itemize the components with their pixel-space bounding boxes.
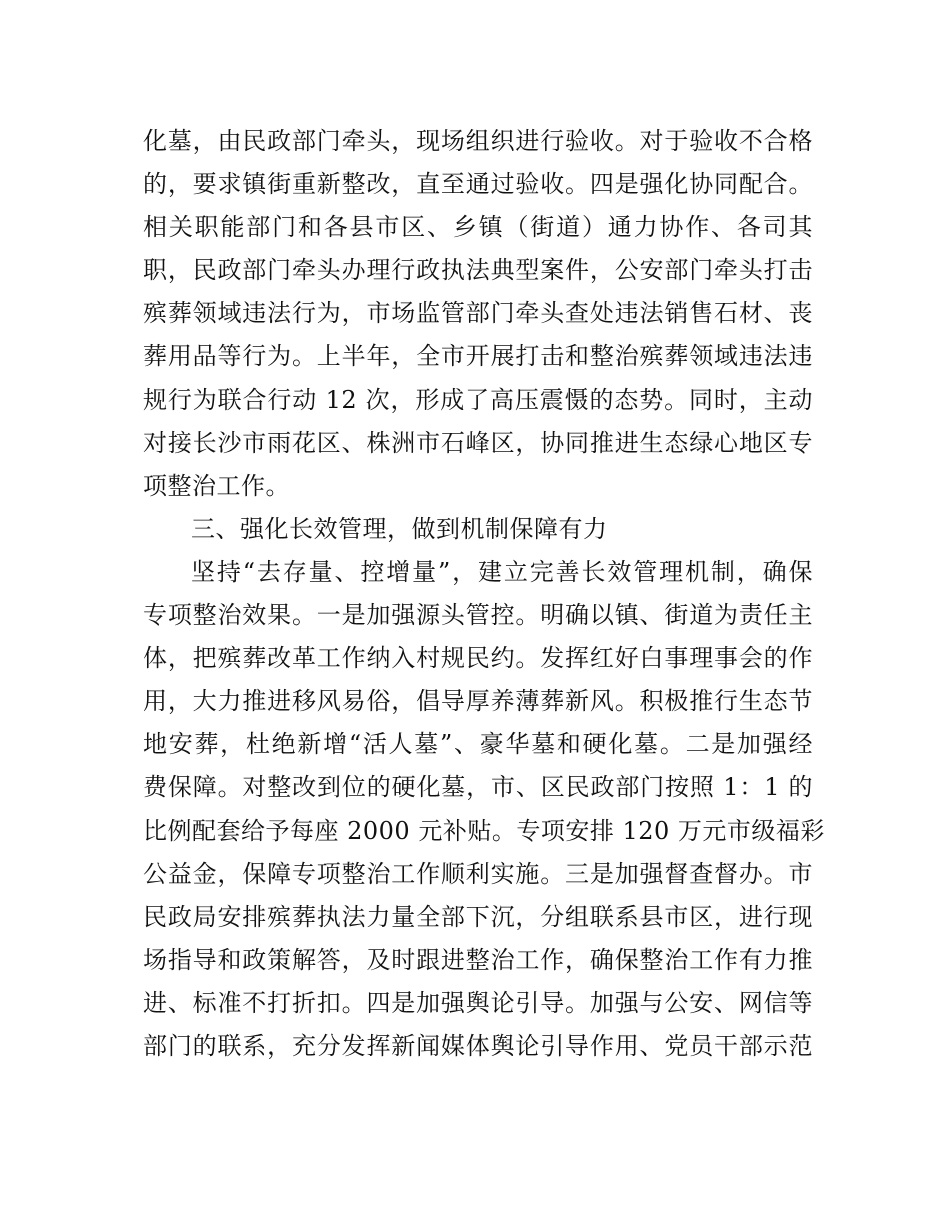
- text-line: 规行为联合行动 12 次，形成了高压震慑的态势。同时，主动: [143, 385, 813, 414]
- text-line: 对接长沙市雨花区、株洲市石峰区，协同推进生态绿心地区专: [143, 428, 813, 457]
- text-line: 费保障。对整改到位的硬化墓，市、区民政部门按照 1：1 的: [143, 773, 813, 802]
- text-line: 部门的联系，充分发挥新闻媒体舆论引导作用、党员干部示范: [143, 1031, 813, 1060]
- text-line: 化墓，由民政部门牵头，现场组织进行验收。对于验收不合格: [143, 127, 813, 155]
- document-body: [143, 120, 825, 1068]
- text-line: 专项整治效果。一是加强源头管控。明确以镇、街道为责任主: [143, 601, 813, 630]
- text-line: 用，大力推进移风易俗，倡导厚养薄葬新风。积极推行生态节: [143, 687, 813, 716]
- text-line: 职，民政部门牵头办理行政执法典型案件，公安部门牵头打击: [143, 256, 813, 285]
- section-heading: 三、强化长效管理，做到机制保障有力: [191, 514, 608, 543]
- text-line: 进、标准不打折扣。四是加强舆论引导。加强与公安、网信等: [143, 988, 813, 1017]
- text-line: 葬用品等行为。上半年，全市开展打击和整治殡葬领域违法违: [143, 342, 813, 371]
- text-line: 坚持“去存量、控增量”，建立完善长效管理机制，确保: [191, 557, 813, 586]
- text-line: 项整治工作。: [143, 471, 290, 500]
- text-line: 相关职能部门和各县市区、乡镇（街道）通力协作、各司其: [143, 213, 813, 242]
- text-line: 民政局安排殡葬执法力量全部下沉，分组联系县市区，进行现: [143, 902, 813, 931]
- text-line: 比例配套给予每座 2000 元补贴。专项安排 120 万元市级福彩: [143, 816, 825, 845]
- text-line: 场指导和政策解答，及时跟进整治工作，确保整治工作有力推: [143, 945, 813, 974]
- text-line: 体，把殡葬改革工作纳入村规民约。发挥红好白事理事会的作: [143, 644, 813, 673]
- text-line: 地安葬，杜绝新增“活人墓”、豪华墓和硬化墓。二是加强经: [143, 730, 813, 759]
- text-line: 的，要求镇街重新整改，直至通过验收。四是强化协同配合。: [143, 170, 813, 199]
- text-line: 公益金，保障专项整治工作顺利实施。三是加强督查督办。市: [143, 859, 813, 888]
- text-line: 殡葬领域违法行为，市场监管部门牵头查处违法销售石材、丧: [143, 299, 813, 328]
